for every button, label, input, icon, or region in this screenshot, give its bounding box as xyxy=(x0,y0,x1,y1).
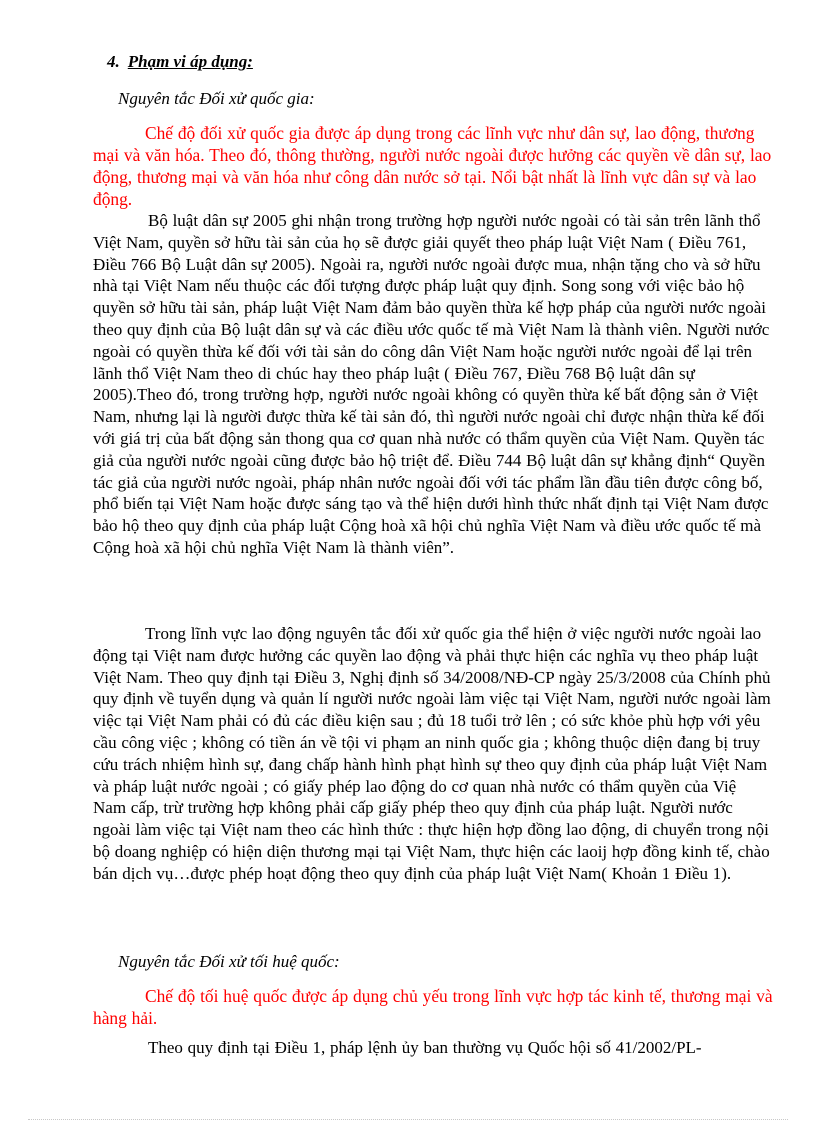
page-bottom-divider xyxy=(28,1119,788,1120)
section-heading xyxy=(107,52,253,72)
paragraph-ordinance: Theo quy định tại Điều 1, pháp lệnh ủy ban thường vụ Quốc hội số 41/2002/PL- xyxy=(148,1038,702,1057)
section-number: 4. xyxy=(107,52,120,71)
red-paragraph-most-favoured-nation: Chế độ tối huệ quốc được áp dụng chủ yếu trong lĩnh vực hợp tác kinh tế, thương mại và hàng hải. xyxy=(93,986,773,1028)
subheading-national-treatment: Nguyên tắc Đối xử quốc gia: xyxy=(118,89,315,108)
paragraph-civil-law: Bộ luật dân sự 2005 ghi nhận trong trường hợp người nước ngoài có tài sản trên lãnh thổ Việt Nam, quyền sở hữu tài sản của họ sẽ được giải quyết theo pháp luật Việt Nam ( Điều 761, Điều 766 Bộ Luật dân sự 2005). Ngoài ra, người nước ngoài được mua, nhận tặng cho và sở hữu nhà tại Việt Nam nếu thuộc các đối tượng được pháp luật quy định. Song song với việc bảo hộ quyền sở hữu tài sản, pháp luật Việt Nam đảm bảo quyền thừa kế hợp pháp của người nước ngoài theo quy định của Bộ luật dân sự và các điều ước quốc tế mà Việt Nam là thành viên. Người nước ngoài có quyền thừa kế đối với tài sản do công dân Việt Nam hoặc người nước ngoài để lại trên lãnh thổ Việt Nam theo di chúc hay theo pháp luật ( Điều 767, Điều 768 Bộ luật dân sự 2005).Theo đó, trong trường hợp, người nước ngoài không có quyền thừa kế bất động sản ở Việt Nam, nhưng lại là người được thừa kế tài sản đó, thì người nước ngoài chỉ được nhận thừa kế đối với giá trị của bất động sản thong qua cơ quan nhà nước có thẩm quyền của Việt Nam. Quyền tác giả của người nước ngoài cũng được bảo hộ triệt để. Điều 744 Bộ luật dân sự khẳng định“ Quyền tác giả của người nước ngoài, pháp nhân nước ngoài đối với tác phẩm lần đầu tiên được công bố, phổ biến tại Việt Nam hoặc được sáng tạo và thể hiện dưới hình thức nhất định tại Việt Nam được bảo hộ theo quy định của pháp luật Cộng hoà xã hội chủ nghĩa Việt Nam và điều ước quốc tế mà Cộng hoà xã hội chủ nghĩa Việt Nam là thành viên”. xyxy=(93,211,770,557)
paragraph-labour: Trong lĩnh vực lao động nguyên tắc đối xử quốc gia thể hiện ở việc người nước ngoài lao động tại Việt nam được hưởng các quyền lao động và phải thực hiện các nghĩa vụ theo pháp luật Việt Nam. Theo quy định tại Điều 3, Nghị định số 34/2008/NĐ-CP ngày 25/3/2008 của Chính phủ quy định về tuyển dụng và quản lí người nước ngoài làm việc tại Việt Nam, người nước ngoài làm việc tại Việt Nam phải có đủ các điều kiện sau ; đủ 18 tuổi trở lên ; có sức khỏe phù hợp với yêu cầu công việc ; không có tiền án về tội vi phạm an ninh quốc gia ; không thuộc diện đang bị truy cứu trách nhiệm hình sự, đang chấp hành hình phạt hình sự theo quy định của pháp luật Việt Nam và pháp luật nước ngoài ; có giấy phép lao động do cơ quan nhà nước có thẩm quyền của Việ Nam cấp, trừ trường hợp không phải cấp giấy phép theo quy định của pháp luật. Người nước ngoài làm việc tại Việt nam theo các hình thức : thực hiện hợp đồng lao động, di chuyển trong nội bộ doang nghiệp có hiện diện thương mại tại Việt Nam, thực hiện các laoij hợp đồng kinh tế, chào bán dịch vụ…được phép hoạt động theo quy định của pháp luật Việt Nam( Khoản 1 Điều 1). xyxy=(93,624,771,883)
section-title: Phạm vi áp dụng: xyxy=(127,52,253,71)
subheading-most-favoured-nation: Nguyên tắc Đối xử tối huệ quốc: xyxy=(118,952,340,971)
red-paragraph-national-treatment: Chế độ đối xử quốc gia được áp dụng trong các lĩnh vực như dân sự, lao động, thương mại và văn hóa. Theo đó, thông thường, người nước ngoài được hưởng các quyền về dân sự, lao động, thương mại và văn hóa như công dân nước sở tại. Nổi bật nhất là lĩnh vực dân sự và lao động. xyxy=(93,123,772,209)
